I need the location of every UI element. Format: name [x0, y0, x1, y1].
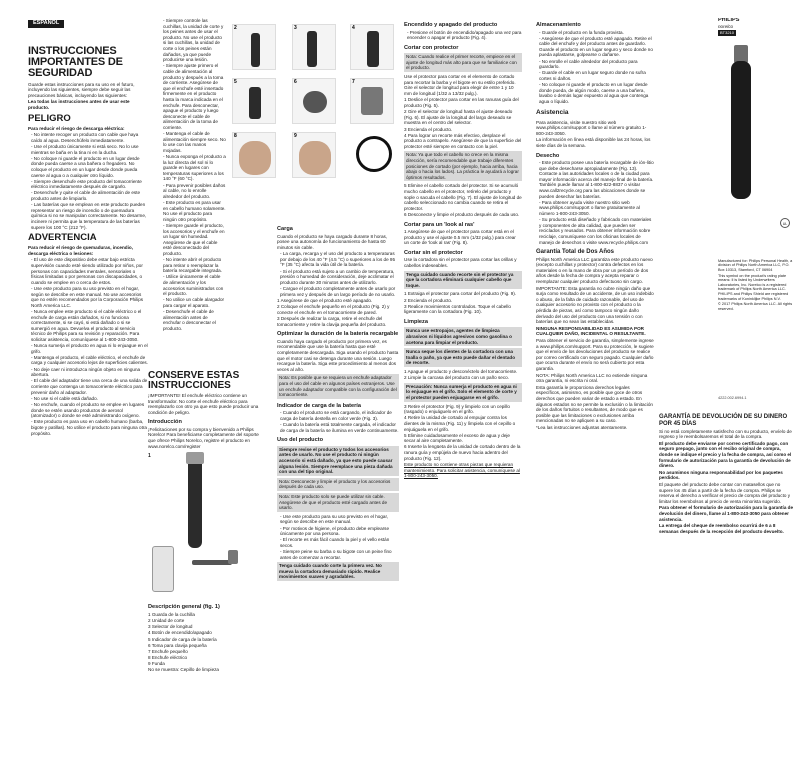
list-item: - Este producto es para uso en cabello humano (barba, bigote y patillas). No utilice el producto para ninguna otra propósito.: [31, 419, 147, 436]
list-item: - Cargue el producto completamente antes de usarlo por primera vez y después de un largo período de no usarlo.: [280, 286, 396, 297]
list-item: - Siempre peine su barba o su bigote con un peine fino antes de comenzar a recortar.: [280, 549, 392, 560]
money-back-bold-2: No asumimos ninguna responsabilidad por los paquetes perdidos.: [659, 469, 783, 481]
list-item: 9 Funda: [148, 661, 165, 667]
list-item: - No utilice un cable alargador para cargar el aparato.: [163, 297, 225, 309]
figure-10: [350, 132, 394, 178]
list-item: - Las baterías que se emplean en este producto pueden representar un riesgo de incendio o de quemadura química si no se manipulan correctamente. No desarme, incinere ni permita que la temperatura de las baterías supere los 100 °C (212 °F).: [31, 202, 147, 230]
optimize-title: Optimizar la duración de la batería recargable: [277, 331, 399, 338]
safety-intro-bold: Lea todas las instrucciones antes de usar este producto.: [28, 99, 130, 110]
figure-label: 3: [294, 25, 297, 31]
language-tag: ESPAÑOL: [28, 20, 64, 28]
cleaning-warning-1: Nunca use estropajos, agentes de limpieza abrasivos ni líquidos agresivos como gasolina o acetona para limpiar el producto.: [404, 327, 522, 346]
cleaning-support-link[interactable]: Este producto no contiene otras piezas que requieran mantenimiento. Para solicitar asistencia, comuníquese al 1-800-243-3050.: [404, 462, 520, 479]
list-item: 1 Extraiga el protector para cortar del producto (Fig. 9).: [404, 291, 517, 297]
list-item: - Utilice únicamente el cable de alimentación y los accesorios suministrados con el producto.: [163, 274, 224, 297]
warning-list: [28, 257, 148, 436]
storage-list: [536, 30, 654, 105]
no-guard-title: Cortar sin el protector: [404, 249, 463, 256]
list-item: 1 Deslice el protector para cortar en las ranuras guía del producto (Fig. 5).: [404, 97, 519, 108]
list-item: 1 Apague el producto y desconéctelo del tomacorriente.: [404, 368, 518, 374]
list-item: - Para obtener ayuda visite nuestro sitio web www.philips.com/support o llame gratuitamente al número 1-800-243-3050.: [539, 199, 640, 216]
safety-intro: Guarde estas instrucciones para su uso en el futuro, incluyendo las siguientes, siempre debe seguir las precauciones básicas, incluyendo las siguientes:: [28, 81, 135, 98]
list-item: - Siempre ajuste primero el cable de alimentación al producto y después a la toma de corriente. Asegúrese de que el enchufe esté insertado firmemente en el producto hasta la marca indicada en el enchufe. Para desconectar, apague el producto y luego desconecte el cable de alimentación de la toma de corriente.: [163, 63, 224, 130]
column-charging: [277, 222, 399, 712]
list-item: 3 Retire el protector (Fig. 9) y limpielo con un cepillo (rasgado) o enjuáguelo en el grifo.: [404, 403, 510, 415]
list-item: 3 Realice movimientos controlados. Toque el cabello ligeramente con la cortadora (Fig. 10).: [404, 303, 511, 315]
stubble-steps: [404, 229, 522, 246]
brand-logo: PHILIPS: [718, 18, 740, 23]
money-back-bold-3: Para obtener el formulario de autorización para la garantía de devolución del dinero, llame al 1-800-243-3050 para obtener asistencia.: [659, 505, 794, 522]
list-item: 3 Selector de longitud: [148, 624, 193, 630]
list-item: 2 Coloque el enchufe pequeño en el producto (Fig. 2) y conecte el enchufe en el tomacorriente de pared.: [277, 304, 390, 315]
list-item: 1 Asegúrese de que el protector para cortar está en el producto y use el ajuste 0.5 mm (1/32 pulg.) para crear un corte de 'look al ras' (Fig. 8).: [404, 229, 516, 246]
list-item: - Desenchufe el cable de alimentación antes de enchufar o desconectar el producto.: [163, 309, 216, 331]
disposal-title: Desecho: [536, 152, 560, 159]
careful-note: Tenga cuidado cuando corte la primera vez. No mueva la cortadora demasiado rápido. Realice movimientos suaves y agradables.: [277, 562, 399, 581]
charging-list: [277, 251, 399, 297]
column-2-lower: [148, 368, 260, 759]
column-storage: [536, 18, 654, 708]
cleaning-steps: [404, 369, 522, 381]
figure-grid: [232, 24, 402, 194]
cleaning-title: Limpieza: [404, 318, 428, 325]
money-back-text: Si no está completamente satisfecho con su producto, envíelo de regreso y le reembolsaremos el total de la compra.: [659, 428, 792, 440]
warranty-rights: Esta garantía le proporciona derechos legales específicos, asimismo, es posible que goce de otros derechos que pueden variar de estado a estado. En algunos estados no se permite la exclusión o la limitación de los daños fortuitos o resultantes, de modo que es posible que las limitaciones o exclusiones arriba mencionadas no se apliquen a su caso.: [536, 384, 653, 424]
conserve-title: CONSERVE ESTAS INSTRUCCIONES: [148, 370, 240, 391]
power-title: Encendido y apagado del producto: [404, 22, 498, 28]
list-item: 4 Botón de encendido/apagado: [148, 630, 212, 636]
list-item: - Asegúrese de que el producto esté apagado. Retire el cable del enchufe y del producto antes de guardarlo. Guarde el producto en un lugar seguro y seco donde no pueda aplastarse, golpearse o dañarse.: [539, 35, 653, 58]
power-list: [404, 30, 522, 41]
list-item: - El cable del adaptador tiene una cerca de una salida de corriente que contenga un tomacorriente eléctrico para prevenir daño al adaptador.: [31, 378, 148, 395]
list-item: - No use si el cable está dañado.: [31, 395, 98, 401]
list-item: - Para prevenir posibles daños al cable, no lo enrolle alrededor del producto.: [163, 182, 226, 199]
list-item: 4 Para lograr un recorte más efectivo, desplace el producto a contrapelo. Asegúrese de que la superficie del protector esté siempre en contacto con la piel.: [404, 132, 522, 149]
warning-title: ADVERTENCIA: [28, 232, 97, 244]
usage-note-2: Nota: Este producto solo se puede utilizar sin cable. Asegúrese de que el producto esté cargado antes de usarlo.: [277, 493, 399, 512]
list-item: - Siempre desenchufe este producto del tomacorriente eléctrico inmediatamente después de cargarlo.: [31, 178, 142, 190]
charging-text: Cuando el producto se haya cargado durante 8 horas, posee una autonomía de funcionamiento de hasta 60 minutos sin cable.: [277, 233, 388, 250]
list-item: 6 Inserte la lengüeta de la unidad de cortado dentro de la ranura guía y empújela de nuevo hacia adentro del producto (Fig. 12).: [404, 444, 521, 461]
guard-steps: [404, 97, 522, 149]
list-item: 3 Encienda el producto.: [404, 126, 453, 132]
list-item: - Nunca emplee este producto si el cable eléctrico o el enchufe de carga están dañados, si no funciona correctamente, si se cayó, si está dañado o si se sumergió en agua. Devuelva el producto al servicio técnico de Philips para su revisión y reparación. Para solicitar asistencia, comuníquese al 1-800-243-3050.: [31, 308, 142, 342]
safety-cont-list: [160, 18, 226, 332]
figure-5: [232, 78, 276, 124]
safety-title: INSTRUCCIONES IMPORTANTES DE SEGURIDAD: [28, 44, 123, 79]
list-item: 5 Indicador de carga de la batería: [148, 636, 217, 642]
figure-7: [350, 78, 394, 124]
guard-title: Cortar con protector: [404, 44, 459, 51]
danger-lead: Para reducir el riesgo de descarga eléctrica:: [28, 125, 125, 131]
warranty-title: Garantía Total de Dos Años: [536, 249, 615, 256]
trimmer-head: [186, 452, 204, 464]
usage-list: [277, 514, 399, 561]
usage-title: Uso del producto: [277, 437, 323, 444]
guard-steps-2: [404, 183, 522, 217]
list-item: - No coloque ni guarde el producto en un lugar desde donde pueda caerse a una bañera o fregadero. No coloque el producto en un lugar desde donde pueda caerse al agua o a cualquier otro líquido.: [31, 155, 140, 178]
warranty-service: Para obtener el servicio de garantía, simplemente ingrese a www.philips.com/support. Para su protección, le sugiere que el envío de los devoluciones del producto se realice por correo certificado con seguro pagado. Cualquier daño que ocurra durante el envío no será cubierto por esta garantía.: [536, 337, 654, 371]
trimmer-body: [731, 61, 751, 199]
intro-title: Introducción: [148, 419, 182, 426]
figure-label: 6: [294, 79, 297, 85]
conserve-text: ¡IMPORTANTE! El enchufe eléctrico contiene un transformador. No corte el enchufe eléctrico para reemplazarlo con otro ya que esto puede producir una condición de peligro.: [148, 393, 259, 415]
list-item: - Por motivos de higiene, el producto debe emplearse únicamente por una persona.: [280, 525, 390, 537]
figure-label: 4: [352, 25, 355, 31]
list-item: - Use este producto para su uso previsto en el hogar, según se describe en este manual. No use accesorios que no estén recomendados por la Corporación Philips North America LLC.: [31, 285, 144, 308]
column-product: [718, 18, 796, 398]
warranty-important: IMPORTANTE: Esta garantía no cubre ningún daño que surja como resultado de un accidente, de un uso indebido o abuso, de la falta de cuidado razonable, del uso de cualquier accesorio no provisto con el producto o la pérdida de piezas, así como tampoco ningún daño derivado del uso del producto con una tensión o con baterías que no sean las establecidas.: [536, 285, 654, 325]
money-back-text-2: El paquete del producto debe contar con matasellos que no supere los 45 días a partir de la fecha de compra. Philips se reserva el derecho a verificar el precio de compra del producto y limitar los reembolsos al precio de venta minorista sugerido.: [659, 481, 790, 504]
usage-note-1: Nota: Desconecte y limpie el producto y los accesorios después de cada uso.: [277, 478, 399, 491]
optimize-note: Nota: Es posible que se requiera un enchufe adaptador para el uso del cable en algunos países extranjeros. Use un enchufe adaptador compatible con la configuración del tomacorriente.: [277, 374, 399, 398]
list-item: - Cuando la batería está totalmente cargada, el indicador de carga de la batería se ilumina en verde continuamente.: [280, 422, 399, 433]
cord-illustration: [192, 560, 232, 565]
list-item: - Mantenga el cable de alimentación siempre seco. No lo use con las manos mojadas.: [163, 131, 226, 153]
disposal-list: [536, 160, 654, 245]
danger-title: PELIGRO: [28, 112, 71, 124]
product-image: [718, 37, 796, 207]
plug-illustration: [228, 550, 238, 564]
figure-label: 7: [352, 79, 355, 85]
guard-text: Use el protector para cortar en el elemento de cortado para recortar la barba y el bigote en su estilo preferido. Gire el selector de longitud para elegir de entre 1 y 10 mm de longitud (1/32 a 13/32 pulg.).: [404, 73, 516, 96]
indicator-title: Indicador de carga de la batería: [277, 402, 361, 409]
list-item: - Siempre guarde el producto, los accesorios y el enchufe en un lugar sin humedad. Asegúrese de que el cable esté desconectado del producto.: [163, 222, 225, 256]
guard-note-2: Nota: Ya que todo el cabello no crece en la misma dirección, sería recomendable que trabaje diferentes posiciones de cortado (por ejemplo, hacia arriba, hacia abajo o hacia los lados). La práctica le ayudará a lograr óptimos resultados.: [404, 151, 522, 181]
list-item: - Este producto posee una batería recargable de ión-litio que debe desecharse apropiadamente (Fig. 13). Contacte a las autoridades locales o de la ciudad para mayor información acerca del manejo final de la batería. También puede llamar al 1-800-822-8837 o visitar www.call2recycle.org para las ubicaciones donde se pueden desechar las baterías.: [539, 160, 654, 199]
ul-mark-icon: UL: [780, 218, 790, 228]
list-item: 3 Después de realizar la carga, retire el enchufe del tomacorriente y retire la clavija pequeña del producto.: [277, 316, 387, 327]
list-item: - Nunca sumerja el producto en agua ni lo enjuague en el grifo.: [31, 343, 148, 354]
list-item: - Siempre controle las cuchillas, la unidad de corte y los peines antes de usar el producto. No use el producto si las cuchillas, la unidad de corte o los peines están dañados, ya que puede producirse una lesión.: [163, 18, 224, 63]
figure-9: [292, 132, 336, 178]
no-guard-steps: [404, 291, 522, 315]
charging-title: Carga: [277, 226, 293, 232]
list-item: No se muestra: Cepillo de limpieza: [148, 667, 219, 673]
column-safety: [28, 18, 148, 708]
warning-lead: Para reducir el riesgo de quemaduras, incendio, descarga eléctrica o lesiones:: [28, 245, 133, 256]
list-item: - No intente recoger un producto con cable que haya caído al agua. Desenchúfelo inmediatamente.: [31, 132, 139, 143]
figure-label: 5: [234, 79, 237, 85]
list-item: 8 Enchufe eléctrico: [148, 655, 188, 661]
list-item: - Use este producto para su uso previsto en el hogar, según se describe en este manual.: [280, 513, 389, 525]
list-item: 1 Guarda de la cuchilla: [148, 611, 195, 617]
list-item: - Desenchufe y quite el cable de alimentación de este producto antes de limpiarlo.: [31, 190, 141, 202]
list-item: 6 Desconecte y limpie el producto después de cada uso.: [404, 212, 520, 217]
column-operation: [404, 18, 522, 708]
warranty-liability: NINGUNA RESPONSABILIDAD ES ASUMIDA POR CUALQUIER DAÑO, INCIDENTAL O RESULTANTE.: [536, 325, 646, 337]
list-item: 2 Unidad de corte: [148, 617, 185, 623]
cleaning-steps-2: [404, 404, 522, 462]
no-guard-text: Use la cortadora sin el protector para cortar las orillas y cabellos indeseables.: [404, 257, 517, 268]
list-item: 5 Elimine el cabello cortado del protector. Si se acumuló mucho cabello en el protector, retírelo del producto y sople o sacuda el cabello (Fig. 7). El ajuste de longitud de cabello seleccionado no cambia cuando se retira el protector.: [404, 183, 522, 211]
storage-title: Almacenamiento: [536, 22, 581, 28]
list-item: 2 Limpie la carcasa del producto con un paño seco.: [404, 375, 509, 381]
list-item: 1 Asegúrese de que el producto esté apagado.: [277, 298, 373, 304]
list-item: - Guarde el cable en un lugar seguro donde no sufra cortes ni daños.: [539, 70, 646, 82]
overview-title: Descripción general (fig. 1): [148, 604, 220, 611]
figure-label: 8: [234, 133, 237, 139]
support-hours: La información en línea está disponible las 24 horas, los siete días de la semana.: [536, 137, 651, 148]
copyright-text: © 2017 Philips North America LLC. All rights reserved.: [718, 302, 793, 311]
optimize-text: Cuando haya cargado el producto por primera vez, es recomendable que use la batería hasta que esté completamente descargada. Siga usando el producto hasta que el motor casi se detenga durante una sesión. Luego recargue la batería. Siga este procedimiento al menos dos veces al año.: [277, 338, 399, 372]
cleaning-warning-3: Precaución: Nunca sumerja el producto en agua ni lo enjuague en el grifo. Solo el elemento de corte y el protector pueden enjuagarse en el grifo.: [404, 383, 522, 402]
usage-warning: Siempre revise el producto y todos los accesorios antes de usarlo. No use el producto ni ningún accesorio si está dañado, ya que esto puede causar alguna lesión. Siempre reemplace una pieza dañada con una del tipo original.: [277, 446, 399, 476]
support-title: Asistencia: [536, 108, 569, 116]
list-item: - No enrolle el cable alrededor del producto para guardarlo.: [539, 58, 638, 70]
figure-6: [292, 78, 336, 124]
list-item: - Use el producto únicamente si está seco. No lo use mientras se baña en la tina ni en la ducha.: [31, 143, 139, 155]
manufacturer-text: Manufactured for: Philips Personal Health, a division of Philips North America LLC, P.O. Box 10313, Stamford, CT 06904: [718, 258, 793, 272]
figure-2: [232, 24, 276, 70]
list-item: 2 Encienda el producto.: [404, 297, 453, 303]
pouch-illustration: [152, 546, 174, 592]
list-item: - Cuando el producto se está cargando, el indicador de carga de batería destella en color verde (Fig. 3).: [280, 410, 392, 421]
figure-label: 1: [148, 453, 151, 460]
list-item: - Este producto es para usar en cabello humano solamente. No use el producto para ningún otro propósito.: [163, 199, 226, 222]
figure-label: 9: [294, 133, 297, 139]
list-item: 7 Enchufe pequeño: [148, 648, 188, 654]
intro-text: ¡Felicitaciones por su compra y bienvenido a Philips Norelco! Para beneficiarse completamente del soporte que ofrece Philips Norelco, registre el producto en www.norelco.com/register: [148, 426, 259, 449]
list-item: - Guarde el producto en la funda provista.: [539, 29, 624, 35]
list-item: 6 Toma para clavija pequeña: [148, 642, 207, 648]
support-text[interactable]: Para asistencia, visite nuestro sitio web www.philips.com/support o llame al número gratuito 1-800-243-3050.: [536, 119, 647, 136]
list-item: - El recorte es más fácil cuando la piel y el vello están secos.: [280, 537, 390, 548]
list-item: - Si el producto está sujeto a un cambio de temperatura, presión o humedad de consideración, deje acclimatar el producto durante 30 minutos antes de utilizarlo.: [280, 268, 395, 285]
warranty-note: NOTA: Philips North America LLC no extiende ninguna otra garantía, ni escrita ni oral.: [536, 372, 648, 384]
list-item: 2 Gire el selector de longitud hasta el ajuste deseado (Fig. 6). El ajuste de la longitud del largo deseado se muestra en el centro del selector.: [404, 109, 513, 126]
indicator-list: [277, 410, 399, 433]
figure-label: 2: [234, 25, 237, 31]
list-item: 5 Elimine cuidadosamente el exceso de agua y deje secar al aire completamente.: [404, 432, 510, 444]
list-item: - No enchufe, cuando el producto se emplee en lugares donde se estén usando productos de aerosol (atomizador) o donde se esté administrando oxígeno.: [31, 402, 145, 419]
column-money-back: [659, 410, 795, 745]
cleaning-warning-2: Nunca seque los dientes de la cortadora con una toalla o paño, ya que esto puede dañar el dentado de recorte.: [404, 348, 522, 367]
guard-note: Nota: Cuando realice el primer recorte, empiece en el ajuste de longitud más alto para que se familiarice con el producto.: [404, 53, 522, 72]
money-back-bold-1: El producto debe enviarse por correo certificado pago, con seguro prepago, junto con el recibo original de compra, donde se indique el precio y la fecha de compra, así como el formulario de autorización para la garantía de devolución de dinero.: [659, 440, 792, 469]
figure-3: [292, 24, 336, 70]
list-item: - Presione el botón de encendido/apagado una vez para encender o apagar el producto (Fig. 4).: [407, 29, 522, 41]
charging-steps: [277, 298, 399, 327]
figure-1: [148, 450, 260, 600]
list-item: - No coloque ni guarde el producto en un lugar desde donde pueda, de algún modo, caerse a una bañera, lavabo o demás lugar expuesto al agua que contenga agua o líquido.: [539, 82, 649, 104]
list-item: - Nunca exponga el producto a la luz directa del sol ni lo guarde en lugares con temperaturas superiores a los 140 °F (60 °C).: [163, 154, 226, 182]
brand-sub: norelco: [718, 23, 734, 29]
figure-8: [232, 132, 276, 178]
trimmer-illustration: [188, 456, 202, 548]
list-item: 4 Retire la unidad de cortado al empujar contra los dientes de la misma (Fig. 11) y límpiela con el cepillo o enjuáguela en el grifo.: [404, 415, 516, 432]
danger-list: [28, 132, 148, 230]
warranty-text: Philips North America LLC garantiza este producto nuevo (excepto cuchillas y protector) contra defectos en los materiales o en la mano de obra por un período de dos años desde la fecha de compra y acepta reparar o reemplazar cualquier producto defectuoso sin cargo.: [536, 256, 653, 285]
list-item: - No deje caer ni introduzca ningún objeto en ninguna abertura.: [31, 366, 141, 378]
list-item: - No intente abrir el producto para retirar o reemplazar la batería recargable integrada.: [163, 257, 222, 274]
figure-4: [350, 24, 394, 70]
money-back-title: GARANTÍA DE DEVOLUCIÓN DE SU DINERO POR 45 DÍAS: [659, 414, 788, 427]
model-badge: BT3210: [720, 30, 735, 36]
no-guard-warning: Tenga cuidado cuando recorte sin el protector ya que la cortadora eliminará cualquier cabello que toque.: [404, 271, 522, 290]
trademarks-text: This symbol on the product's rating plate means: Il is listed by Underwriters Laboratories, Inc. Norelco is a registered trademark of Philips North America LLC. PHILIPS and Philips Shield are registered trademarks of Koninklijke Philips N.V.: [718, 273, 789, 301]
stubble-title: Cortar para un 'look al ras': [404, 221, 475, 228]
list-item: - Mantenga el producto, el cable eléctrico, el enchufe de carga y cualquier accesorio lejos de superficies calientes.: [31, 354, 148, 366]
list-item: - Su producto está diseñado y fabricado con materiales y componentes de alta calidad, que pueden ser reciclados y reusados. Para obtener información sobre reciclaje, comuníquese con los oficinas locales de manejo de desechos o visite www.recycle.philips.com: [539, 217, 652, 245]
list-item: - El uso de este dispositivo debe estar bajo estricta supervisión cuando esté siendo utilizado por niños, por personas con capacidades mentales, sensoriales o físicas limitadas o por personas con discapacidades, o cuando se emplee en o cerca de estos.: [31, 257, 143, 285]
document-code: 4222.002.6994.1: [718, 396, 747, 400]
list-item: - La carga, recarga y el uso del producto a temperaturas por debajo de los 40 °F (4.5 °C) o superiores a los de 95 °F (35 °C) afecta la vida útil de la batería.: [280, 251, 396, 268]
warranty-read: *Lea las instrucciones adjuntas atentamente.: [536, 424, 628, 430]
overview-list: [148, 612, 260, 673]
money-back-bold-4: La entrega del cheque de reembolso ocurrirá de 6 a 8 semanas después de la recepción del producto devuelto.: [659, 523, 784, 534]
